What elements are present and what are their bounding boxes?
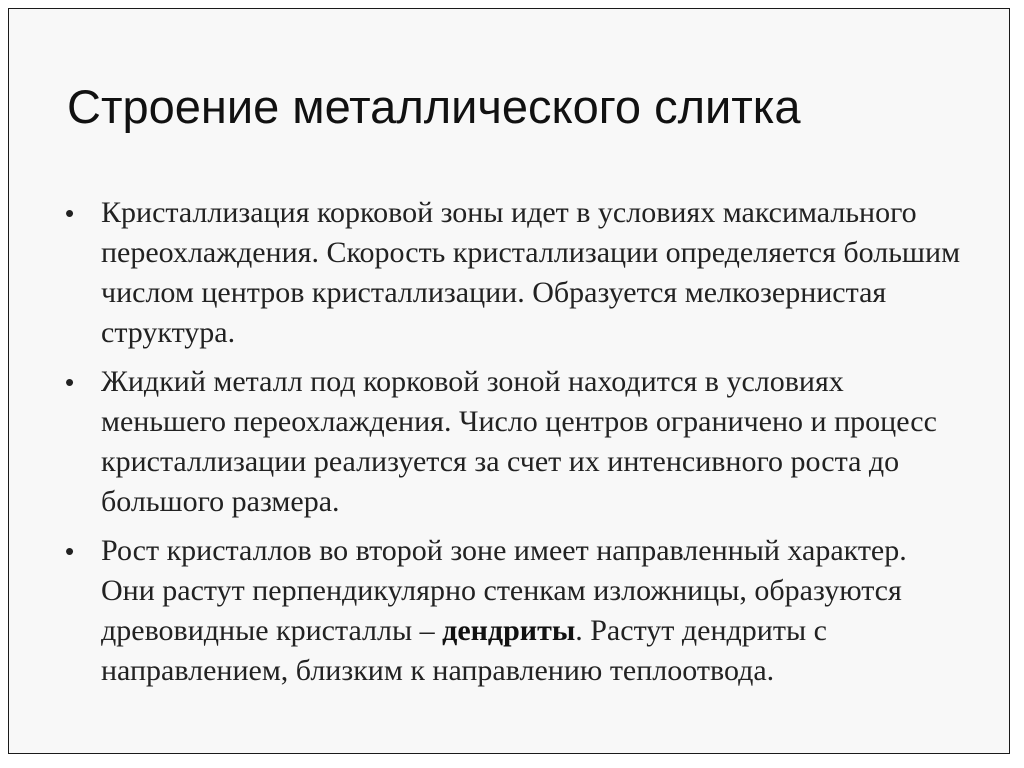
bullet-list (63, 193, 963, 700)
bullet-text-before-term: Рост кристаллов во второй зоне имеет направленный характер. Они растут перпендикулярно стенкам изложницы, образуются древовидные кристаллы – (101, 534, 907, 647)
bullet-marker: • (65, 367, 75, 397)
bullet-item (63, 193, 963, 353)
bullet-marker: • (65, 536, 75, 566)
bullet-item (63, 362, 963, 522)
slide-title: Строение металлического слитка (67, 80, 801, 133)
bullet-text: Жидкий металл под корковой зоной находится в условиях меньшего переохлаждения. Число центров ограничено и процесс кристаллизации реализуется за счет их интенсивного роста до большого размера. (101, 365, 937, 518)
bullet-item (63, 531, 963, 691)
bullet-marker: • (65, 198, 75, 228)
slide (8, 8, 1010, 754)
bold-term: дендриты (442, 614, 576, 647)
bullet-text: Кристаллизация корковой зоны идет в условиях максимального переохлаждения. Скорость кристаллизации определяется большим числом центров кристаллизации. Образуется мелкозернистая структура. (101, 196, 961, 349)
bullet-text-after-term: . Растут дендриты с направлением, близким к направлению теплоотвода. (101, 614, 827, 687)
